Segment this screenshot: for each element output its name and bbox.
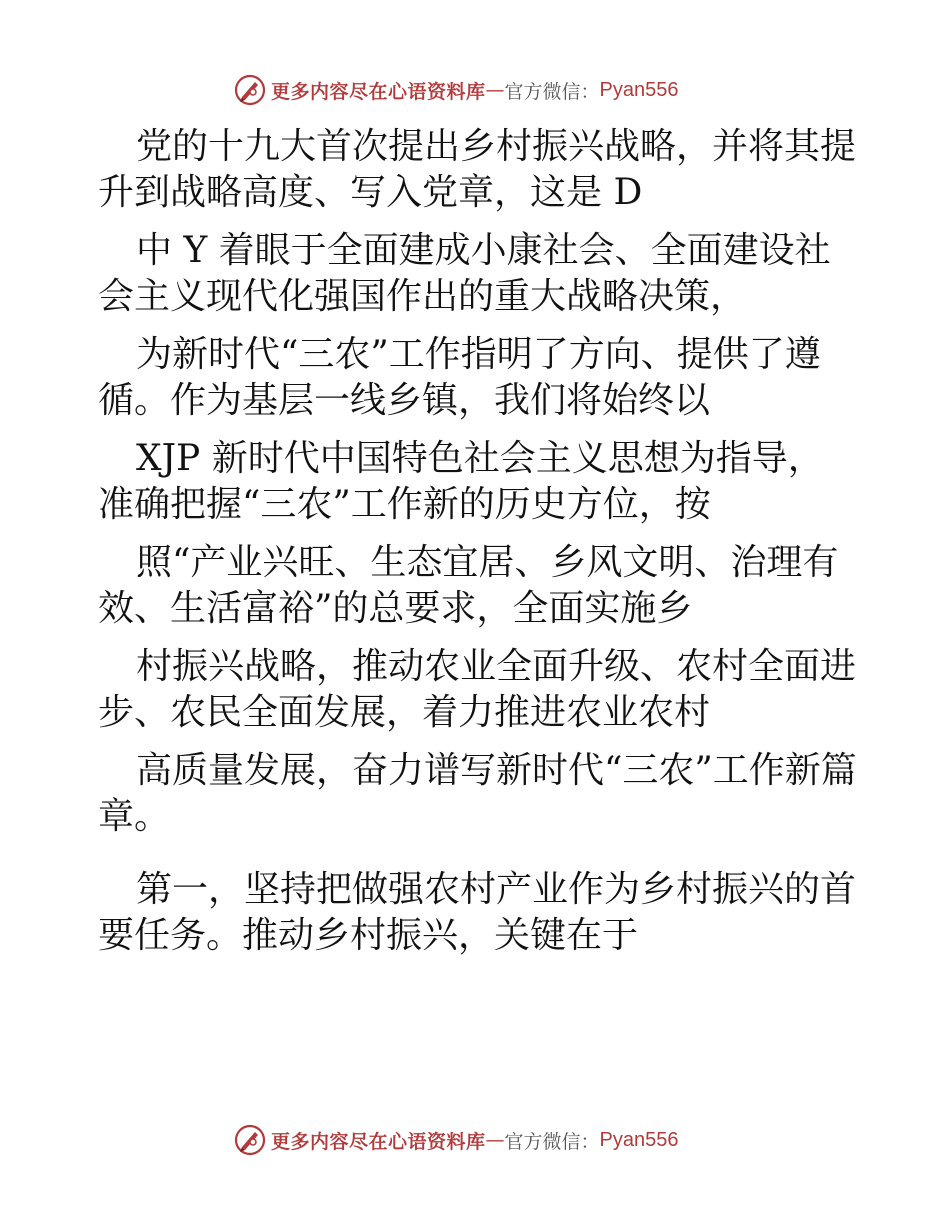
pen-logo-icon bbox=[233, 73, 267, 107]
watermark-main-text: 更多内容尽在心语资料库 bbox=[271, 1130, 486, 1153]
paragraph-4: XJP 新时代中国特色社会主义思想为指导，准确把握“三农”工作新的历史方位，按 bbox=[98, 438, 824, 525]
watermark-separator: — bbox=[485, 1129, 505, 1151]
watermark-main-text: 更多内容尽在心语资料库 bbox=[271, 80, 486, 103]
paragraph-7: 高质量发展，奋力谱写新时代“三农”工作新篇章。 bbox=[98, 750, 857, 837]
paragraph-2: 中 Y 着眼于全面建成小康社会、全面建设社会主义现代化强国作出的重大战略决策， bbox=[98, 230, 831, 317]
header-watermark bbox=[233, 70, 679, 110]
paragraph-8: 第一，坚持把做强农村产业作为乡村振兴的首要任务。推动乡村振兴，关键在于 bbox=[98, 869, 857, 956]
paragraph-3: 为新时代“三农”工作指明了方向、提供了遵循。作为基层一线乡镇，我们将始终以 bbox=[98, 334, 821, 421]
watermark-label: 官方微信： bbox=[504, 80, 600, 103]
pen-logo-icon bbox=[233, 1123, 267, 1157]
paragraph-1: 党的十九大首次提出乡村振兴战略，并将其提升到战略高度、写入党章，这是 D bbox=[98, 126, 857, 213]
document-body bbox=[98, 124, 858, 959]
footer-watermark bbox=[233, 1120, 679, 1160]
watermark-id: Pyan556 bbox=[599, 1128, 679, 1151]
watermark-label: 官方微信： bbox=[504, 1130, 600, 1153]
paragraph-5: 照“产业兴旺、生态宜居、乡风文明、治理有效、生活富裕”的总要求，全面实施乡 bbox=[98, 542, 839, 629]
watermark-separator: — bbox=[485, 79, 505, 101]
watermark-id: Pyan556 bbox=[599, 78, 679, 101]
paragraph-6: 村振兴战略，推动农业全面升级、农村全面进步、农民全面发展，着力推进农业农村 bbox=[98, 646, 857, 733]
